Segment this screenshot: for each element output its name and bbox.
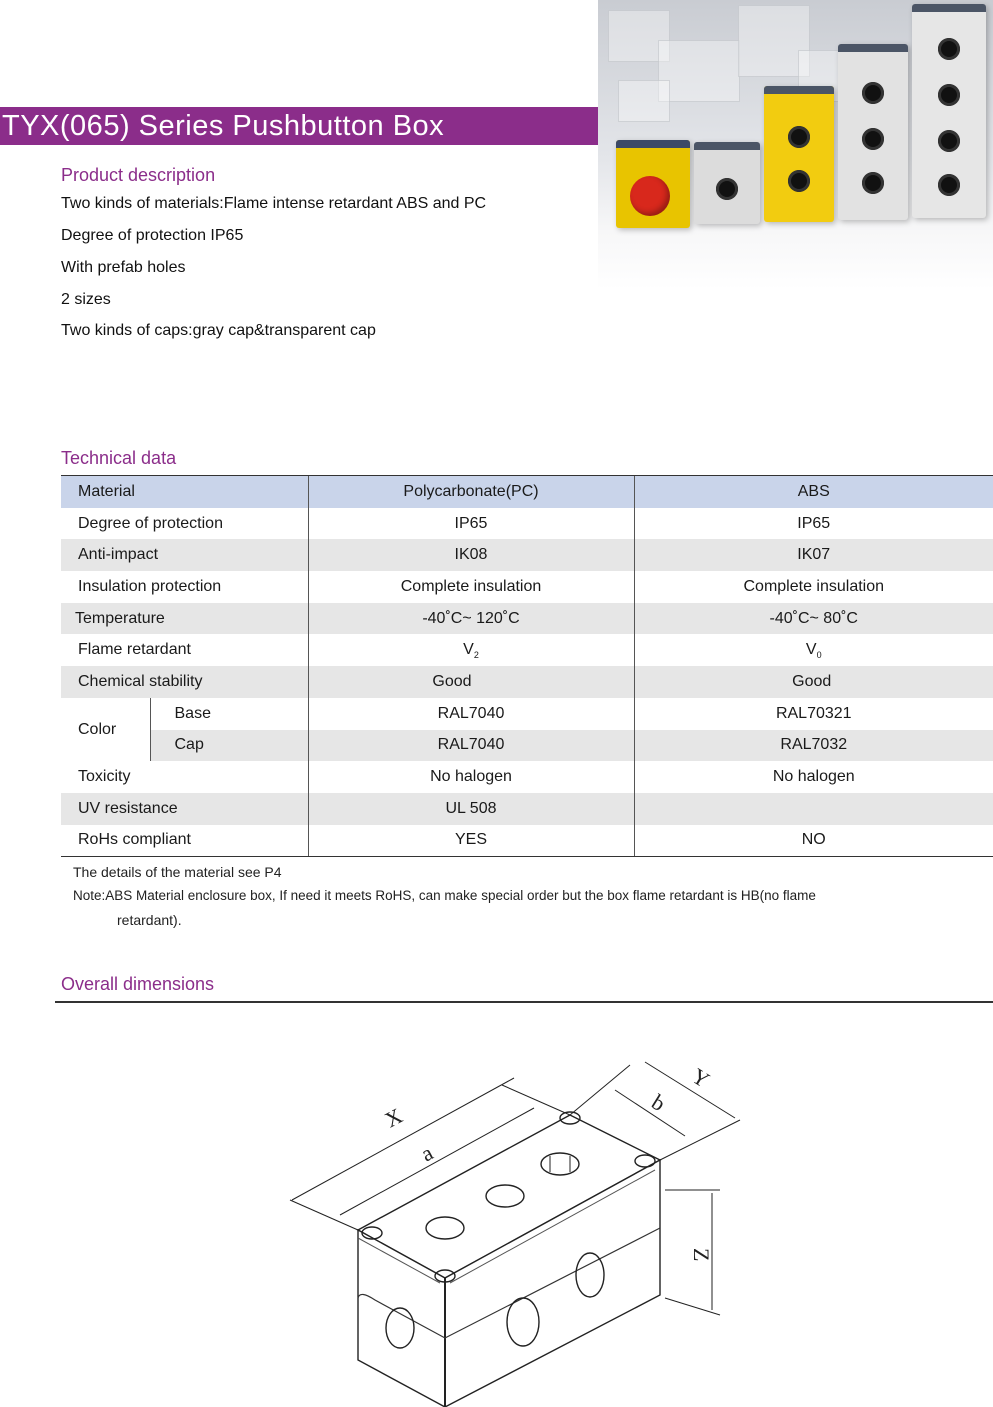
table-row (61, 603, 993, 635)
abs-value: -40˚C~ 80˚C (634, 603, 993, 635)
row-label: Chemical stability (61, 666, 308, 698)
pc-value: $V_2$ (308, 634, 634, 666)
dim-label-x: X (380, 1102, 407, 1133)
dim-label-a: a (416, 1139, 437, 1167)
header-pc: Polycarbonate(PC) (308, 476, 634, 508)
pc-value: -40˚C~ 120˚C (308, 603, 634, 635)
dim-label-z: Z (689, 1248, 714, 1262)
color-base-label: Base (150, 698, 308, 730)
section-divider (55, 1001, 993, 1003)
abs-value: Good (634, 666, 993, 698)
dim-label-b: b (647, 1089, 670, 1117)
abs-value: IP65 (634, 508, 993, 540)
table-row (61, 571, 993, 603)
pc-value: No halogen (308, 761, 634, 793)
table-row (61, 666, 993, 698)
abs-value: RAL7032 (634, 730, 993, 762)
table-header-row (61, 476, 993, 508)
pc-value: IP65 (308, 508, 634, 540)
header-material: Material (61, 476, 308, 508)
row-label: RoHs compliant (61, 825, 308, 857)
table-row (61, 698, 993, 730)
pc-value: YES (308, 825, 634, 857)
row-label: Temperature (61, 603, 308, 635)
gray-four-hole-box (912, 4, 986, 218)
header-abs: ABS (634, 476, 993, 508)
abs-value: $V_0$ (634, 634, 993, 666)
gray-one-hole-box (694, 142, 760, 224)
table-row (61, 761, 993, 793)
description-line: Two kinds of caps:gray cap&transparent cap (61, 322, 376, 339)
abs-value: RAL70321 (634, 698, 993, 730)
abs-value: IK07 (634, 539, 993, 571)
material-note: The details of the material see P4 (73, 864, 282, 880)
estop-box (616, 140, 690, 228)
page-title: TYX(065) Series Pushbutton Box (2, 110, 445, 142)
row-label: Flame retardant (78, 641, 191, 659)
row-label: Degree of protection (78, 514, 223, 532)
dimension-drawing (280, 1060, 750, 1407)
description-line: Degree of protection IP65 (61, 227, 244, 244)
product-photo (598, 0, 993, 290)
pc-value: IK08 (308, 539, 634, 571)
color-cap-label: Cap (150, 730, 308, 762)
table-row (61, 634, 993, 666)
row-label: Insulation protection (78, 577, 222, 595)
rohs-note-continued: retardant). (117, 912, 182, 928)
pc-value: RAL7040 (308, 730, 634, 762)
color-label: Color (61, 698, 150, 761)
red-mushroom-button-icon (630, 176, 670, 216)
abs-value: NO (634, 825, 993, 857)
row-label: UV resistance (61, 793, 308, 825)
table-row (61, 539, 993, 571)
yellow-two-hole-box (764, 86, 834, 222)
abs-value (634, 793, 993, 825)
table-row (61, 730, 993, 762)
description-line: 2 sizes (61, 291, 111, 308)
pc-value: RAL7040 (308, 698, 634, 730)
table-row (61, 825, 993, 857)
description-line: Two kinds of materials:Flame intense retardant ABS and PC (61, 195, 487, 212)
pc-value: Complete insulation (308, 571, 634, 603)
table-row (61, 793, 993, 825)
pc-value: Good (308, 666, 634, 698)
overall-dimensions-heading: Overall dimensions (61, 974, 215, 994)
product-description-heading: Product description (61, 165, 216, 185)
dim-label-y: Y (687, 1063, 715, 1093)
description-line: With prefab holes (61, 259, 186, 276)
row-label: Toxicity (78, 768, 131, 786)
row-label: Anti-impact (61, 539, 308, 571)
title-bar (0, 107, 598, 145)
table-row (61, 508, 993, 540)
gray-three-hole-box (838, 44, 908, 220)
technical-data-table (61, 475, 993, 857)
technical-data-heading: Technical data (61, 448, 177, 468)
pc-value: UL 508 (308, 793, 634, 825)
abs-value: Complete insulation (634, 571, 993, 603)
abs-value: No halogen (634, 761, 993, 793)
rohs-note: Note:ABS Material enclosure box, If need it meets RoHS, can make special order but the box flame retardant is HB(no flame (73, 888, 816, 903)
box-outline (358, 1115, 660, 1407)
